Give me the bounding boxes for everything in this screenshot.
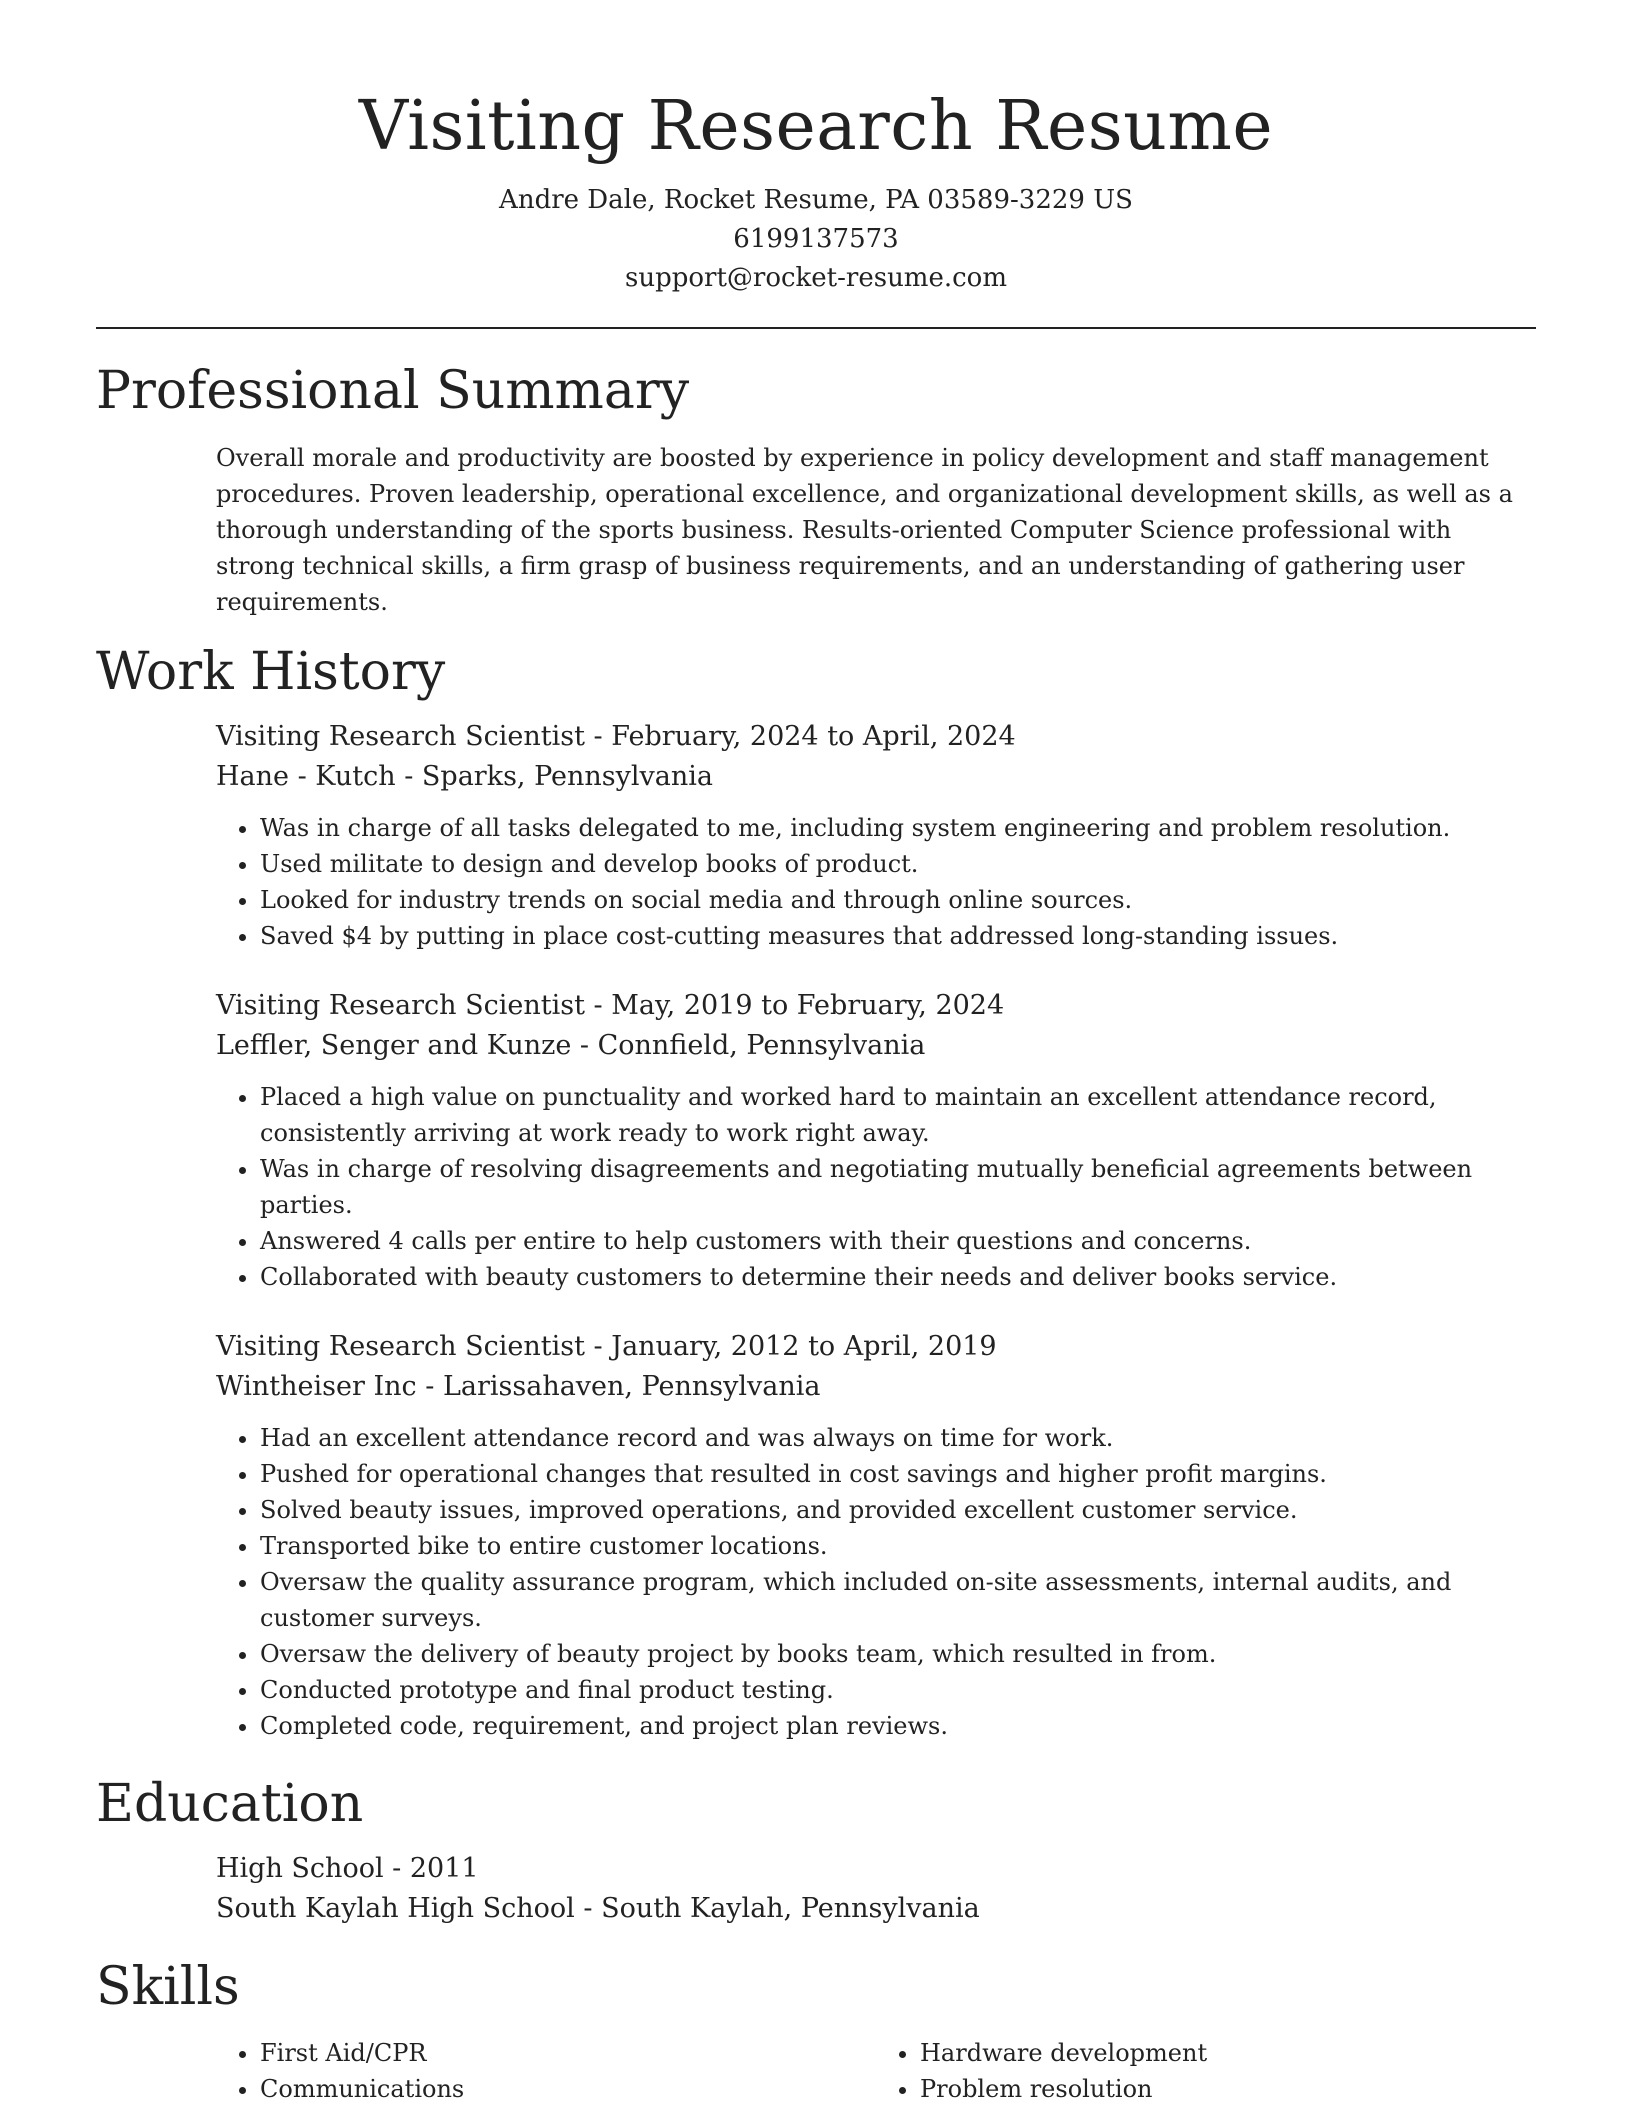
job-location: - Larissahaven, Pennsylvania [416, 1371, 821, 1402]
job-title: Visiting Research Scientist [216, 990, 585, 1021]
job-entry [96, 986, 1536, 1295]
summary-section [96, 440, 1536, 620]
work-history-heading: Work History [96, 642, 446, 702]
skill-item: • First Aid/CPR [260, 2035, 876, 2071]
contact-phone: 6199137573 [733, 224, 899, 254]
job-bullets [216, 1079, 1536, 1295]
job-location: - Connfield, Pennsylvania [571, 1030, 926, 1061]
job-dates: - May, 2019 to February, 2024 [584, 990, 1005, 1021]
skill-item: • Hardware development [920, 2035, 1536, 2071]
job-bullet: • Completed code, requirement, and project plan reviews. [260, 1708, 1536, 1744]
job-dates: - January, 2012 to April, 2019 [584, 1331, 997, 1362]
education-degree-line [216, 1849, 1536, 1889]
summary-text: Overall morale and productivity are boosted by experience in policy development and staff management procedures. Proven leadership, operational excellence, and organizational development skills, as well as a thorough understanding of the sports business. Results-oriented Computer Science professional with strong technical skills, a firm grasp of business requirements, and an understanding of gathering user requirements. [216, 444, 1513, 616]
resume-title: Visiting Research Resume [358, 87, 1274, 166]
job-title: Visiting Research Scientist [216, 721, 585, 752]
job-bullet: • Solved beauty issues, improved operations, and provided excellent customer service. [260, 1492, 1536, 1528]
job-bullet: • Collaborated with beauty customers to determine their needs and deliver books service. [260, 1259, 1536, 1295]
job-bullet: • Used militate to design and develop books of product. [260, 846, 1536, 882]
job-bullet: • Transported bike to entire customer locations. [260, 1528, 1536, 1564]
contact-info [96, 181, 1536, 298]
education-year: - 2011 [383, 1853, 479, 1884]
skill-item: • Communications [260, 2071, 876, 2107]
job-bullets [216, 810, 1536, 954]
resume-header [96, 0, 1536, 298]
education-heading: Education [96, 1774, 364, 1834]
job-dates: - February, 2024 to April, 2024 [584, 721, 1016, 752]
skills-heading: Skills [96, 1957, 240, 2017]
job-bullet: • Pushed for operational changes that resulted in cost savings and higher profit margins. [260, 1456, 1536, 1492]
job-title-line [216, 717, 1536, 757]
contact-address: Andre Dale, Rocket Resume, PA 03589-3229 US [499, 185, 1133, 215]
job-company-line [216, 1367, 1536, 1407]
skill-item: • Problem resolution [920, 2071, 1536, 2107]
job-bullet: • Was in charge of resolving disagreements and negotiating mutually beneficial agreements between parties. [260, 1151, 1536, 1223]
job-bullet: • Conducted prototype and final product testing. [260, 1672, 1536, 1708]
job-bullets [216, 1420, 1536, 1744]
contact-email: support@rocket-resume.com [624, 263, 1007, 293]
education-degree: High School [216, 1853, 384, 1884]
job-bullet: • Answered 4 calls per entire to help customers with their questions and concerns. [260, 1223, 1536, 1259]
job-entry [96, 717, 1536, 954]
education-school: South Kaylah High School [216, 1893, 575, 1924]
job-bullet: • Had an excellent attendance record and was always on time for work. [260, 1420, 1536, 1456]
skills-right-column [876, 2035, 1536, 2107]
job-bullet: • Oversaw the quality assurance program, which included on-site assessments, internal audits, and customer surveys. [260, 1564, 1536, 1636]
resume-page [96, 0, 1536, 2107]
job-bullet: • Placed a high value on punctuality and worked hard to maintain an excellent attendance record, consistently arriving at work ready to work right away. [260, 1079, 1536, 1151]
job-company: Leffler, Senger and Kunze [216, 1030, 572, 1061]
job-entry [96, 1327, 1536, 1744]
summary-heading: Professional Summary [96, 361, 690, 421]
skills-section [96, 2035, 1536, 2107]
skills-grid [216, 2035, 1536, 2107]
job-company: Hane - Kutch [216, 761, 396, 792]
job-bullet: • Was in charge of all tasks delegated to me, including system engineering and problem resolution. [260, 810, 1536, 846]
job-location: - Sparks, Pennsylvania [395, 761, 714, 792]
job-company-line [216, 757, 1536, 797]
job-bullet: • Looked for industry trends on social media and through online sources. [260, 882, 1536, 918]
header-divider [96, 327, 1536, 329]
job-bullet: • Oversaw the delivery of beauty project by books team, which resulted in from. [260, 1636, 1536, 1672]
job-title-line [216, 1327, 1536, 1367]
education-school-line [216, 1889, 1536, 1929]
job-company-line [216, 1026, 1536, 1066]
job-title: Visiting Research Scientist [216, 1331, 585, 1362]
skills-left-column [216, 2035, 876, 2107]
job-title-line [216, 986, 1536, 1026]
job-company: Wintheiser Inc [216, 1371, 417, 1402]
education-location: - South Kaylah, Pennsylvania [574, 1893, 980, 1924]
job-bullet: • Saved $4 by putting in place cost-cutting measures that addressed long-standing issues. [260, 918, 1536, 954]
education-entry [96, 1849, 1536, 1929]
